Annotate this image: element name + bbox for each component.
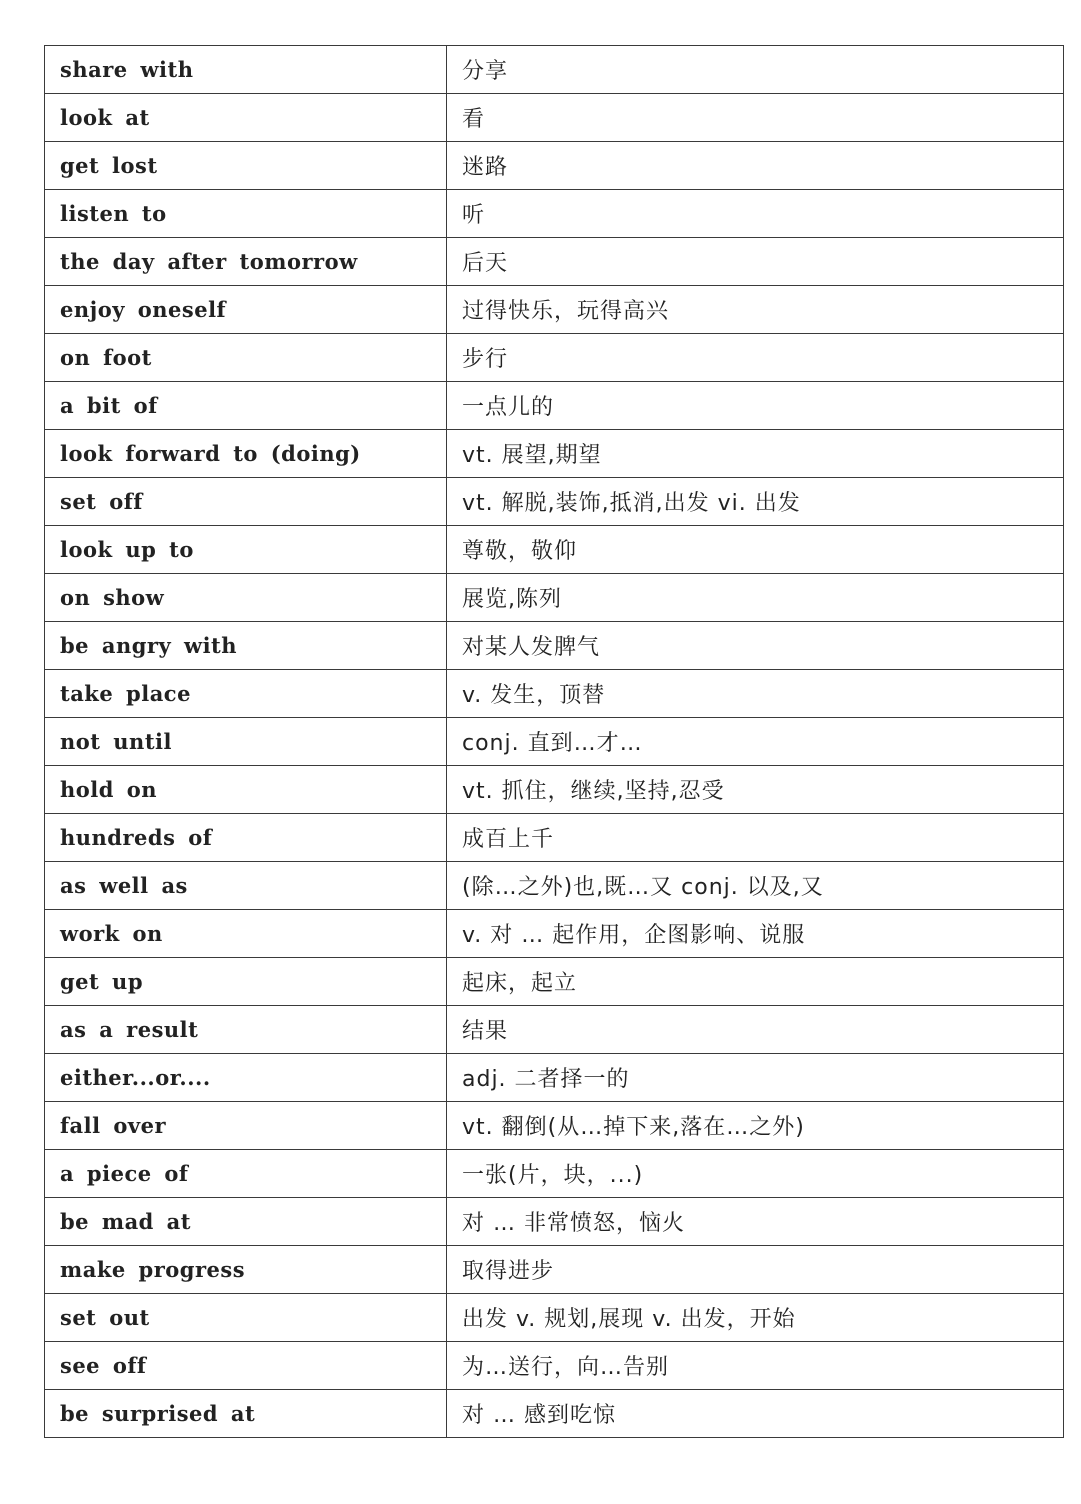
english-phrase: look at: [45, 94, 447, 142]
chinese-meaning: vt. 抓住，继续,坚持,忍受: [447, 766, 1064, 814]
chinese-meaning: 尊敬，敬仰: [447, 526, 1064, 574]
table-row: [45, 766, 1064, 814]
table-row: [45, 1054, 1064, 1102]
english-phrase: on show: [45, 574, 447, 622]
english-phrase: a piece of: [45, 1150, 447, 1198]
chinese-meaning: 听: [447, 190, 1064, 238]
chinese-meaning: 看: [447, 94, 1064, 142]
table-row: [45, 46, 1064, 94]
table-row: [45, 1342, 1064, 1390]
table-row: [45, 94, 1064, 142]
table-row: [45, 478, 1064, 526]
chinese-meaning: 取得进步: [447, 1246, 1064, 1294]
table-row: [45, 718, 1064, 766]
chinese-meaning: 展览,陈列: [447, 574, 1064, 622]
chinese-meaning: vt. 解脱,装饰,抵消,出发 vi. 出发: [447, 478, 1064, 526]
table-row: [45, 190, 1064, 238]
english-phrase: fall over: [45, 1102, 447, 1150]
chinese-meaning: 过得快乐，玩得高兴: [447, 286, 1064, 334]
english-phrase: hundreds of: [45, 814, 447, 862]
table-row: [45, 526, 1064, 574]
chinese-meaning: adj. 二者择一的: [447, 1054, 1064, 1102]
chinese-meaning: 结果: [447, 1006, 1064, 1054]
english-phrase: set off: [45, 478, 447, 526]
chinese-meaning: conj. 直到…才…: [447, 718, 1064, 766]
chinese-meaning: v. 对 … 起作用，企图影响、说服: [447, 910, 1064, 958]
english-phrase: get up: [45, 958, 447, 1006]
english-phrase: look forward to (doing): [45, 430, 447, 478]
table-row: [45, 1150, 1064, 1198]
table-row: [45, 286, 1064, 334]
english-phrase: on foot: [45, 334, 447, 382]
english-phrase: hold on: [45, 766, 447, 814]
english-phrase: be angry with: [45, 622, 447, 670]
english-phrase: see off: [45, 1342, 447, 1390]
table-row: [45, 238, 1064, 286]
english-phrase: share with: [45, 46, 447, 94]
chinese-meaning: 对某人发脾气: [447, 622, 1064, 670]
english-phrase: look up to: [45, 526, 447, 574]
english-phrase: work on: [45, 910, 447, 958]
table-row: [45, 1294, 1064, 1342]
english-phrase: either...or....: [45, 1054, 447, 1102]
english-phrase: take place: [45, 670, 447, 718]
table-row: [45, 622, 1064, 670]
table-row: [45, 142, 1064, 190]
chinese-meaning: 迷路: [447, 142, 1064, 190]
table-row: [45, 574, 1064, 622]
chinese-meaning: 为…送行，向…告别: [447, 1342, 1064, 1390]
table-row: [45, 958, 1064, 1006]
english-phrase: a bit of: [45, 382, 447, 430]
chinese-meaning: 对 … 非常愤怒，恼火: [447, 1198, 1064, 1246]
chinese-meaning: vt. 翻倒(从…掉下来,落在…之外): [447, 1102, 1064, 1150]
table-row: [45, 814, 1064, 862]
chinese-meaning: 出发 v. 规划,展现 v. 出发，开始: [447, 1294, 1064, 1342]
table-row: [45, 1006, 1064, 1054]
english-phrase: be mad at: [45, 1198, 447, 1246]
vocabulary-table: [44, 45, 1064, 1438]
table-row: [45, 1102, 1064, 1150]
table-row: [45, 670, 1064, 718]
english-phrase: enjoy oneself: [45, 286, 447, 334]
english-phrase: as a result: [45, 1006, 447, 1054]
english-phrase: not until: [45, 718, 447, 766]
english-phrase: as well as: [45, 862, 447, 910]
chinese-meaning: 一张(片，块，...): [447, 1150, 1064, 1198]
english-phrase: be surprised at: [45, 1390, 447, 1438]
chinese-meaning: 起床，起立: [447, 958, 1064, 1006]
vocabulary-table-body: [45, 46, 1064, 1438]
english-phrase: listen to: [45, 190, 447, 238]
table-row: [45, 1390, 1064, 1438]
table-row: [45, 1246, 1064, 1294]
english-phrase: set out: [45, 1294, 447, 1342]
chinese-meaning: 成百上千: [447, 814, 1064, 862]
chinese-meaning: 一点儿的: [447, 382, 1064, 430]
english-phrase: make progress: [45, 1246, 447, 1294]
chinese-meaning: 分享: [447, 46, 1064, 94]
chinese-meaning: 步行: [447, 334, 1064, 382]
english-phrase: get lost: [45, 142, 447, 190]
table-row: [45, 382, 1064, 430]
table-row: [45, 910, 1064, 958]
table-row: [45, 862, 1064, 910]
table-row: [45, 430, 1064, 478]
table-row: [45, 1198, 1064, 1246]
chinese-meaning: vt. 展望,期望: [447, 430, 1064, 478]
chinese-meaning: (除…之外)也,既…又 conj. 以及,又: [447, 862, 1064, 910]
chinese-meaning: v. 发生，顶替: [447, 670, 1064, 718]
table-row: [45, 334, 1064, 382]
chinese-meaning: 对 … 感到吃惊: [447, 1390, 1064, 1438]
chinese-meaning: 后天: [447, 238, 1064, 286]
english-phrase: the day after tomorrow: [45, 238, 447, 286]
